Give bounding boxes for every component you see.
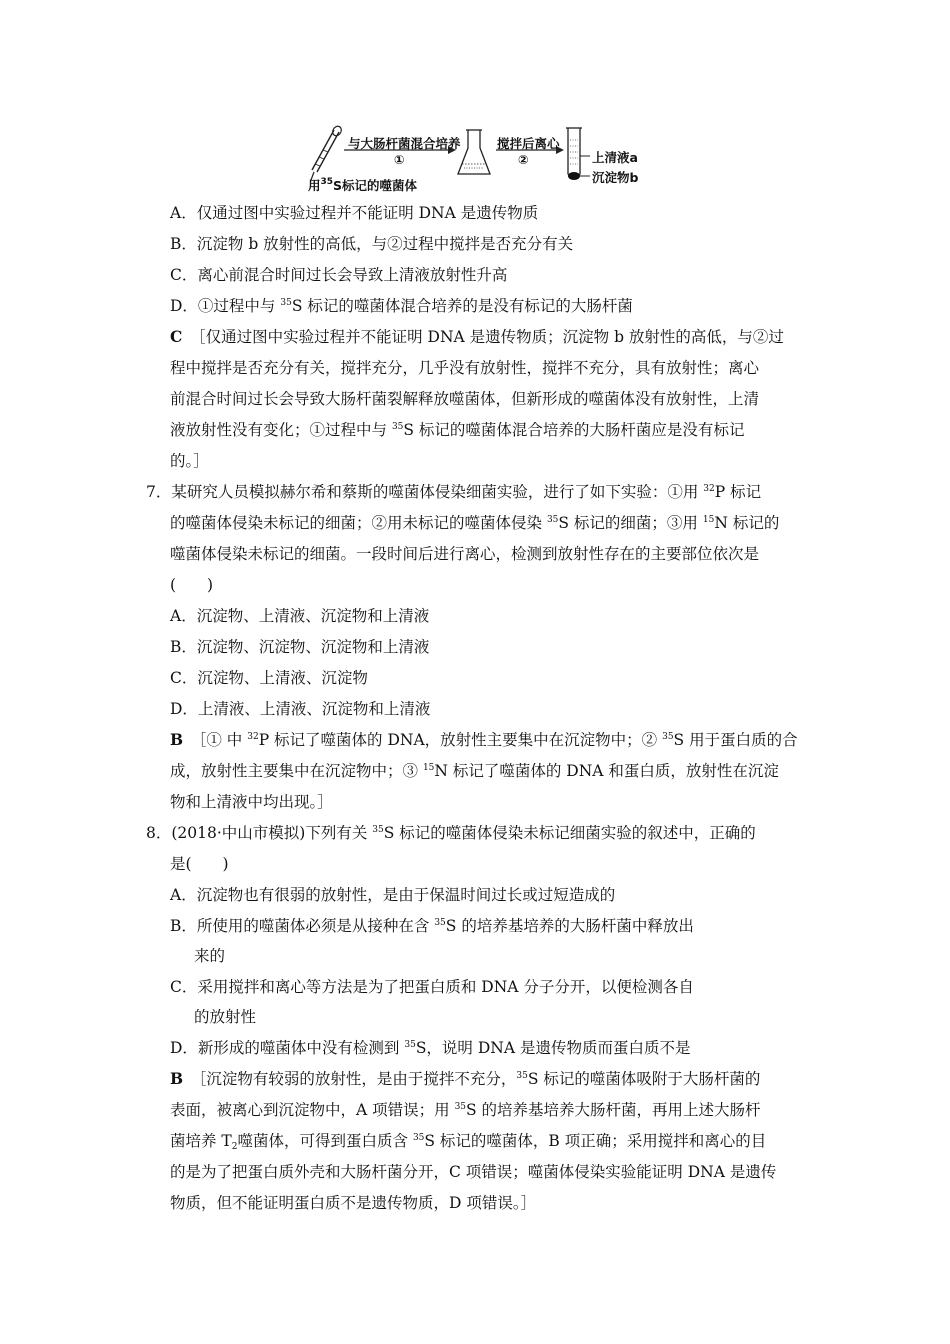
q7-stem-line-1: 7．某研究人员模拟赫尔希和蔡斯的噬菌体侵染细菌实验，进行了如下实验：①用 $^{32}$P 标记 — [146, 483, 762, 501]
q8-stem-line-1: 8．(2018·中山市模拟)下列有关 $^{35}$S 标记的噬菌体侵染未标记细菌实验的叙述中，正确的 — [146, 824, 756, 842]
q6-answer: C — [170, 327, 183, 346]
q7-stem-line-4: ( ) — [170, 576, 214, 594]
q8-explanation-line-3: 菌培养 $T_2$噬菌体，可得到蛋白质含 $^{35}$S 标记的噬菌体，B 项正确；采用搅拌和离心的目 — [170, 1132, 767, 1152]
step1-number: ① — [394, 152, 405, 167]
q7-option-b: B．沉淀物、沉淀物、沉淀物和上清液 — [170, 638, 430, 656]
phage-label: 用$^{35}$S标记的噬菌体 — [308, 177, 418, 193]
q7-answer: B — [170, 730, 184, 749]
q7-option-d: D．上清液、上清液、沉淀物和上清液 — [170, 700, 431, 718]
q8-stem-line-2: 是( ) — [170, 855, 229, 873]
q6-option-a: A．仅通过图中实验过程并不能证明 DNA 是遗传物质 — [170, 204, 539, 222]
q7-option-a: A．沉淀物、上清液、沉淀物和上清液 — [170, 607, 430, 625]
q7-stem-line-2: 的噬菌体侵染未标记的细菌；②用未标记的噬菌体侵染 $^{35}$S 标记的细菌；③用 $^{15}$N 标记的 — [170, 514, 780, 532]
q8-option-c-line-1: C．采用搅拌和离心等方法是为了把蛋白质和 DNA 分子分开，以便检测各自 — [170, 978, 694, 996]
q7-stem-line-3: 噬菌体侵染未标记的细菌。一段时间后进行离心，检测到放射性存在的主要部位依次是 — [170, 545, 760, 563]
q8-option-d: D．新形成的噬菌体中没有检测到 $^{35}$S，说明 DNA 是遗传物质而蛋白质不是 — [170, 1039, 691, 1057]
sediment-label: 沉淀物b — [592, 170, 639, 185]
supernatant-label: 上清液a — [592, 150, 638, 165]
q8-option-c-line-2: 的放射性 — [194, 1008, 257, 1026]
q8-explanation-line-2: 表面，被离心到沉淀物中，A 项错误；用 $^{35}$S 的培养基培养大肠杆菌，再用上述大肠杆 — [170, 1101, 761, 1119]
flask-icon — [458, 130, 490, 174]
step2-number: ② — [518, 152, 529, 167]
test-tube-icon — [566, 128, 590, 180]
step2-label: 搅拌后离心 — [497, 136, 560, 151]
q8-answer: B — [170, 1069, 184, 1088]
q6-option-b: B．沉淀物 b 放射性的高低，与②过程中搅拌是否充分有关 — [170, 235, 574, 253]
q7-explanation-line-1: B ［① 中 $^{32}$P 标记了噬菌体的 DNA，放射性主要集中在沉淀物中；② $^{35}$S 用于蛋白质的合 — [170, 730, 798, 749]
q8-explanation-line-5: 物质，但不能证明蛋白质不是遗传物质，D 项错误。］ — [170, 1194, 537, 1212]
q8-option-b-line-2: 来的 — [194, 947, 226, 965]
q8-explanation-line-1: B ［沉淀物有较弱的放射性，是由于搅拌不充分，$^{35}$S 标记的噬菌体吸附于大肠杆菌的 — [170, 1069, 761, 1088]
q8-option-b-line-1: B．所使用的噬菌体必须是从接种在含 $^{35}$S 的培养基培养的大肠杆菌中释放出 — [170, 917, 694, 935]
q6-option-d: D．①过程中与 $^{35}$S 标记的噬菌体混合培养的是没有标记的大肠杆菌 — [170, 297, 633, 315]
q6-explanation-line-1: C ［仅通过图中实验过程并不能证明 DNA 是遗传物质；沉淀物 b 放射性的高低，与②过 — [170, 327, 784, 346]
q7-explanation-line-3: 物和上清液中均出现。］ — [170, 793, 333, 811]
q8-explanation-line-4: 的是为了把蛋白质外壳和大肠杆菌分开，C 项错误；噬菌体侵染实验能证明 DNA 是遗传 — [170, 1163, 777, 1181]
experiment-figure — [308, 122, 648, 194]
step1-label: 与大肠杆菌混合培养 — [348, 136, 461, 151]
q8-option-a: A．沉淀物也有很弱的放射性，是由于保温时间过长或过短造成的 — [170, 886, 616, 904]
phage-icon — [311, 125, 343, 180]
q6-option-c: C．离心前混合时间过长会导致上清液放射性升高 — [170, 266, 508, 284]
q6-explanation-line-4: 液放射性没有变化；①过程中与 $^{35}$S 标记的噬菌体混合培养的大肠杆菌应是没有标记 — [170, 421, 745, 439]
q6-explanation-line-5: 的。］ — [170, 452, 209, 470]
q6-explanation-line-2: 程中搅拌是否充分有关，搅拌充分，几乎没有放射性，搅拌不充分，具有放射性；离心 — [170, 359, 760, 377]
q6-explanation-line-3: 前混合时间过长会导致大肠杆菌裂解释放噬菌体，但新形成的噬菌体没有放射性，上清 — [170, 390, 760, 408]
q7-option-c: C．沉淀物、上清液、沉淀物 — [170, 669, 368, 687]
q7-explanation-line-2: 成，放射性主要集中在沉淀物中；③ $^{15}$N 标记了噬菌体的 DNA 和蛋白质，放射性在沉淀 — [170, 762, 779, 780]
